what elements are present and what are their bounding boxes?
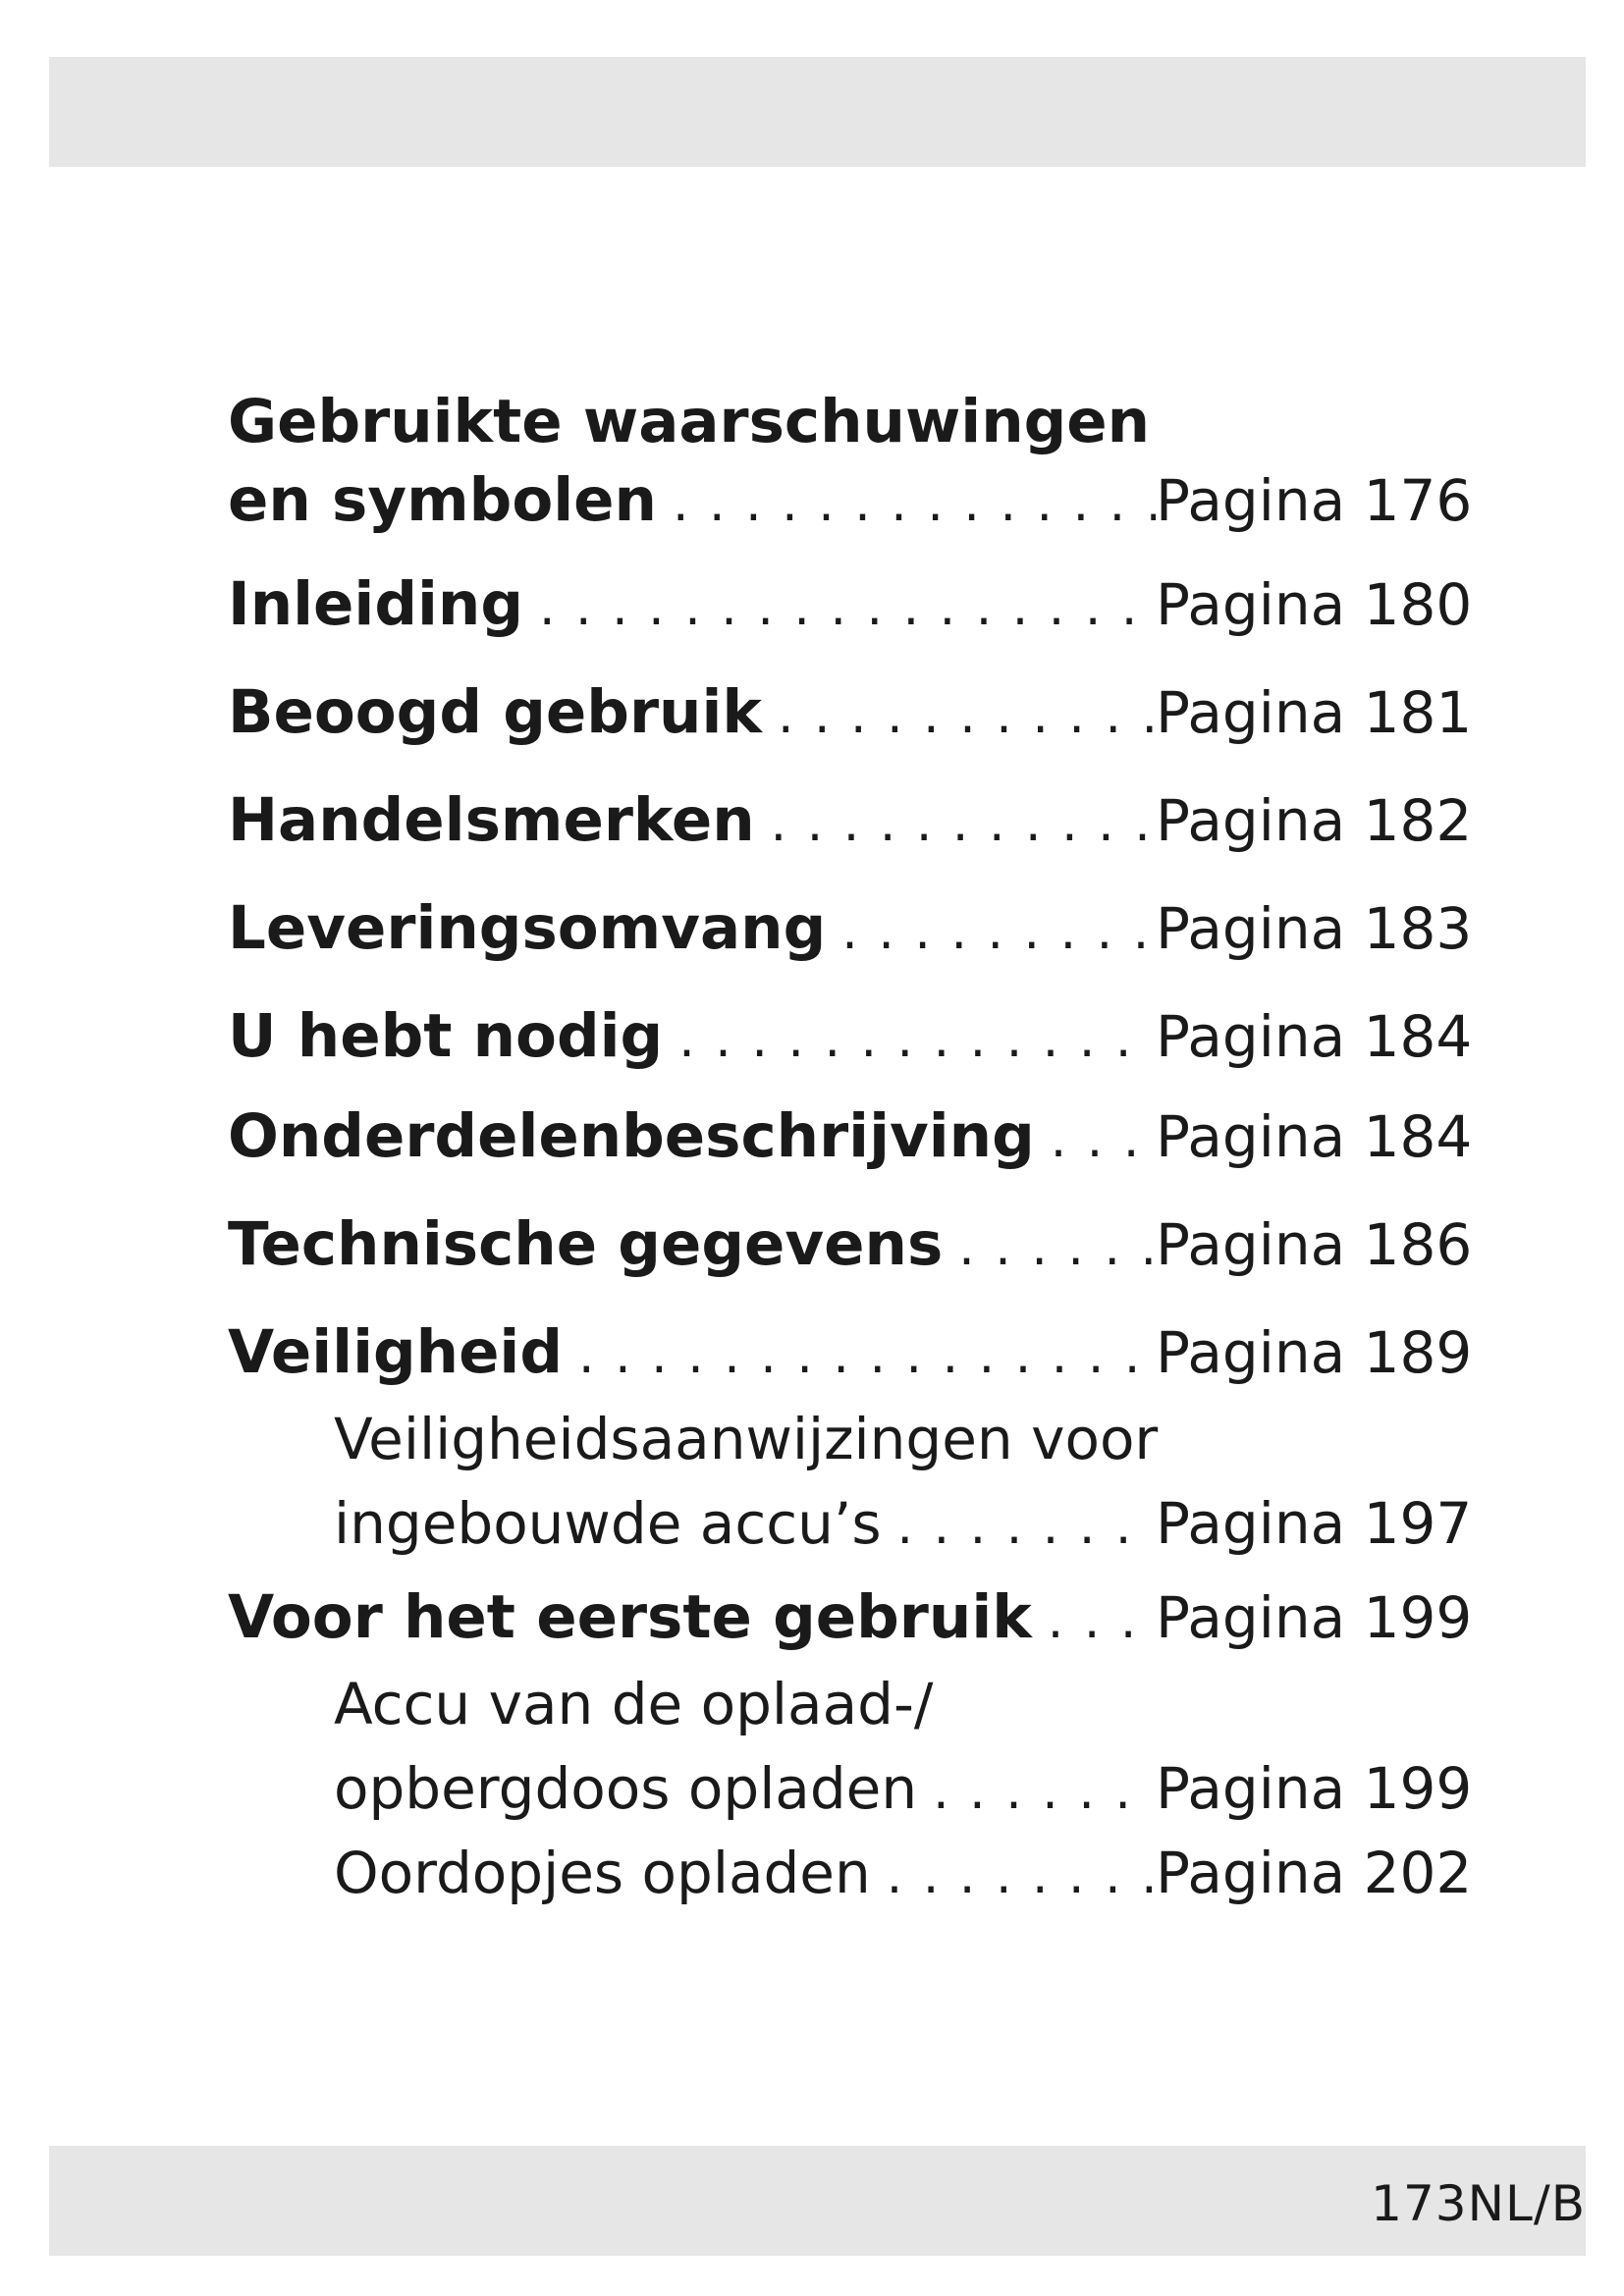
toc-entry-title: Inleiding [228,569,523,639]
toc-entry-technical-data[interactable] [228,1205,1475,1313]
toc-entry-title: Veiligheid [228,1317,564,1387]
toc-entry-title: Onderdelenbeschrijving [228,1101,1035,1171]
toc-entry-parts-description[interactable] [228,1097,1475,1205]
toc-entry-title: Oordopjes opladen [334,1840,871,1906]
table-of-contents [228,383,1475,1942]
toc-entry-charge-case[interactable] [228,1665,1475,1834]
toc-entry-title: Gebruikte waarschuwingen [228,387,1151,456]
leader-dots [943,1208,1156,1287]
leader-dots [663,1000,1156,1079]
leader-dots [563,1316,1156,1395]
toc-entry-title: Handelsmerken [228,785,755,855]
toc-entry-battery-safety[interactable] [228,1400,1475,1578]
toc-entry-page: Pagina 182 [1156,787,1473,854]
toc-entry-page: Pagina 183 [1156,895,1473,962]
toc-entry-charge-earbuds[interactable] [228,1834,1475,1942]
header-band [49,57,1586,167]
leader-dots [755,784,1156,863]
toc-entry-page: Pagina 202 [1156,1840,1473,1906]
toc-entry-before-first-use[interactable] [228,1578,1475,1665]
toc-entry-page: Pagina 189 [1156,1319,1473,1386]
toc-entry-warnings[interactable] [228,383,1475,565]
toc-entry-page: Pagina 186 [1156,1211,1473,1278]
leader-dots [882,1487,1156,1566]
toc-entry-safety[interactable] [228,1313,1475,1400]
toc-entry-title: Beoogd gebruik [228,677,762,747]
page-number: 173NL/B [1371,2175,1586,2232]
toc-entry-title: Voor het eerste gebruik [228,1582,1032,1652]
toc-entry-title: opbergdoos opladen [334,1755,918,1822]
leader-dots [657,464,1156,543]
toc-entry-you-need[interactable] [228,997,1475,1097]
toc-entry-title: Technische gegevens [228,1209,944,1279]
leader-dots [523,568,1156,647]
leader-dots [917,1752,1156,1831]
toc-entry-page: Pagina 199 [1156,1755,1473,1822]
toc-entry-page: Pagina 197 [1156,1490,1473,1557]
toc-entry-page: Pagina 184 [1156,1003,1473,1070]
toc-entry-title: Veiligheidsaanwijzingen voor [334,1406,1159,1472]
leader-dots [1032,1581,1156,1660]
toc-entry-introduction[interactable] [228,565,1475,673]
toc-entry-page: Pagina 181 [1156,679,1473,746]
toc-entry-title: Accu van de oplaad-/ [334,1671,934,1737]
toc-entry-title: U hebt nodig [228,1001,664,1071]
toc-entry-scope-of-delivery[interactable] [228,889,1475,997]
leader-dots [762,676,1156,755]
toc-entry-page: Pagina 199 [1156,1584,1473,1651]
toc-entry-page: Pagina 184 [1156,1103,1473,1170]
toc-entry-intended-use[interactable] [228,673,1475,781]
footer-band [49,2146,1586,2256]
toc-entry-trademarks[interactable] [228,781,1475,889]
leader-dots [826,892,1156,971]
toc-entry-title: ingebouwde accu’s [334,1490,882,1557]
toc-entry-page: Pagina 180 [1156,571,1473,638]
toc-entry-page: Pagina 176 [1156,467,1473,534]
toc-entry-title: Leveringsomvang [228,893,827,963]
toc-entry-title: en symbolen [228,465,657,535]
leader-dots [871,1837,1156,1915]
leader-dots [1035,1100,1156,1179]
